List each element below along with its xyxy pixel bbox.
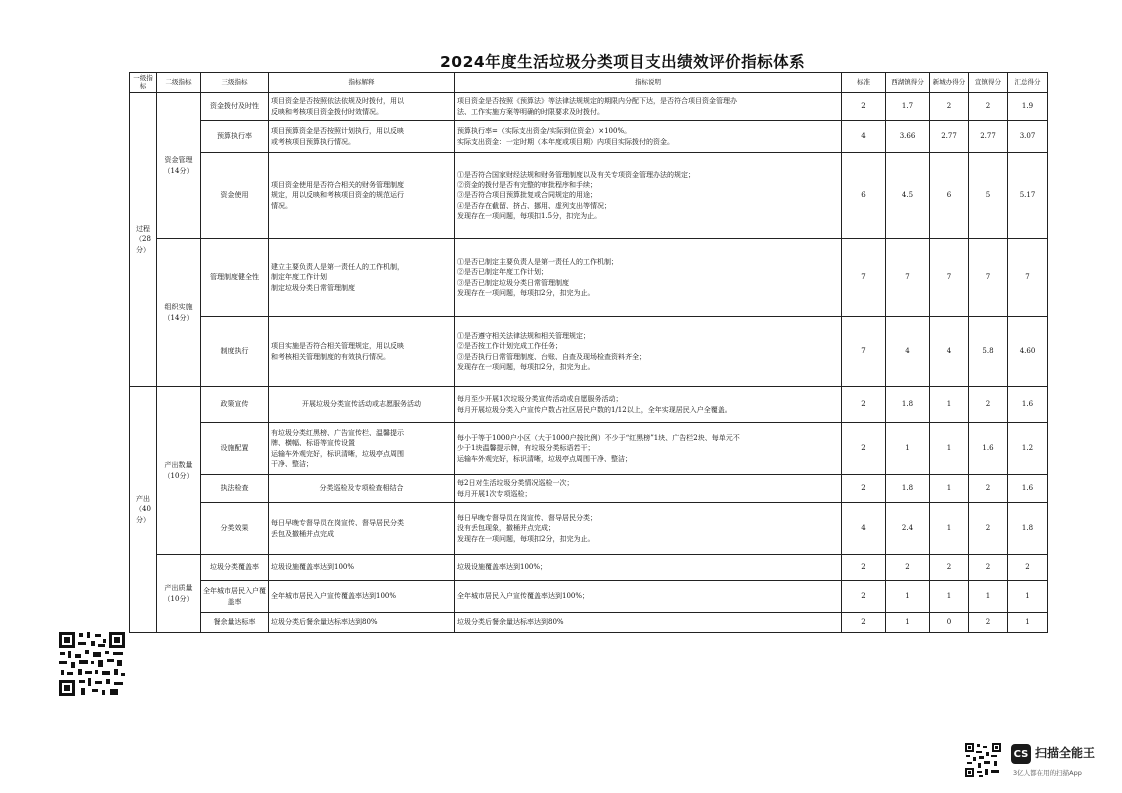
row-5-score-a: 1.8: [886, 387, 930, 423]
row-7-desc: [455, 475, 842, 503]
text-line: 每小于等于1000户小区（大于1000户按比例）不少于“红黑榜”1块、广告栏2块、每单元不: [457, 434, 740, 443]
text-line: 或考核项目预算执行情况。: [271, 137, 355, 146]
row-4-score-b: 4: [930, 317, 969, 387]
row-10-score-a: 1: [886, 581, 930, 613]
app-tagline: 3亿人都在用的扫描App: [1013, 769, 1082, 777]
row-8-desc: [455, 503, 842, 555]
text-line: 有垃圾分类红黑榜、广告宣传栏、温馨提示: [271, 429, 404, 438]
row-3-l3: 管理制度健全性: [201, 239, 269, 317]
row-3-total: 7: [1008, 239, 1048, 317]
row-4-total: 4.60: [1008, 317, 1048, 387]
row-9-explain: [269, 555, 455, 581]
row-0-standard: 2: [842, 93, 886, 121]
camscanner-logo-icon: CS: [1011, 744, 1031, 764]
text-line: 运输车外观完好，标识清晰，垃圾亭点周围干净、整洁；: [457, 454, 632, 463]
text-line: ④是否存在截留、挤占、挪用、虚列支出等情况；: [457, 201, 611, 210]
header-standard: 标准: [842, 73, 886, 93]
row-2-total: 5.17: [1008, 153, 1048, 239]
table-row: [130, 387, 1048, 423]
text-line: ③是否已制定垃圾分类日常管理制度: [457, 278, 569, 287]
row-6-explain: [269, 423, 455, 475]
text-line: 每日早晚专督导员在岗宣传、督导居民分类；: [457, 514, 597, 523]
row-7-total: 1.6: [1008, 475, 1048, 503]
text-line: 建立主要负责人是第一责任人的工作机制，: [271, 263, 404, 272]
row-11-total: 1: [1008, 613, 1048, 633]
row-10-l3: 全年城市居民入户覆盖率: [201, 581, 269, 613]
row-6-desc: [455, 423, 842, 475]
group-output-quality: 产出质量（10分）: [157, 555, 201, 633]
row-5-explain: [269, 387, 455, 423]
table-row: [130, 475, 1048, 503]
row-8-score-c: 2: [969, 503, 1008, 555]
row-1-standard: 4: [842, 121, 886, 153]
text-line: 垃圾分类后餐余量达标率达到80%: [271, 618, 378, 627]
row-2-standard: 6: [842, 153, 886, 239]
header-level1: 一级指标: [130, 73, 157, 93]
row-11-score-b: 0: [930, 613, 969, 633]
text-line: 运输车外观完好，标识清晰，垃圾亭点周围: [271, 449, 404, 458]
table-row: [130, 555, 1048, 581]
row-0-l3: 资金拨付及时性: [201, 93, 269, 121]
row-11-l3: 餐余量达标率: [201, 613, 269, 633]
row-8-score-a: 2.4: [886, 503, 930, 555]
text-line: 每月开展垃圾分类入户宣传户数占社区居民户数的1/12以上，全年实现居民入户全覆盖。: [457, 405, 732, 414]
text-line: 丢包及撤桶并点完成: [271, 529, 334, 538]
row-10-desc: [455, 581, 842, 613]
header-level2: 二级指标: [157, 73, 201, 93]
text-line: 全年城市居民入户宣传覆盖率达到100%；: [457, 592, 590, 601]
row-4-score-a: 4: [886, 317, 930, 387]
header-description: 指标说明: [455, 73, 842, 93]
text-line: 情况。: [271, 201, 292, 210]
table-row: [130, 93, 1048, 121]
text-line: 项目预算资金是否按照计划执行，用以反映: [271, 127, 404, 136]
header-score-b: 新城办得分: [930, 73, 969, 93]
text-line: 每日早晚专督导员在岗宣传、督导居民分类: [271, 519, 404, 528]
row-2-l3: 资金使用: [201, 153, 269, 239]
header-score-a: 西湖镇得分: [886, 73, 930, 93]
row-10-score-b: 1: [930, 581, 969, 613]
text-line: 项目实施是否符合相关管理规定，用以反映: [271, 342, 404, 351]
row-2-score-a: 4.5: [886, 153, 930, 239]
row-3-score-c: 7: [969, 239, 1008, 317]
row-3-explain: [269, 239, 455, 317]
row-2-desc: [455, 153, 842, 239]
row-10-explain: [269, 581, 455, 613]
row-1-score-a: 3.66: [886, 121, 930, 153]
row-11-score-c: 2: [969, 613, 1008, 633]
row-11-standard: 2: [842, 613, 886, 633]
row-5-desc: [455, 387, 842, 423]
row-4-desc: [455, 317, 842, 387]
app-name: 扫描全能王: [1035, 746, 1096, 760]
row-1-explain: [269, 121, 455, 153]
row-7-score-c: 2: [969, 475, 1008, 503]
row-6-score-a: 1: [886, 423, 930, 475]
text-line: 发现存在一项问题，每项扣2分，扣完为止。: [457, 288, 595, 297]
row-11-explain: [269, 613, 455, 633]
text-line: ②是否按工作计划完成工作任务；: [457, 342, 562, 351]
group-funds-mgmt: 资金管理（14分）: [157, 93, 201, 239]
text-line: 每月至少开展1次垃圾分类宣传活动或自愿服务活动；: [457, 395, 623, 404]
text-line: 每2日对生活垃圾分类情况巡检一次；: [457, 479, 574, 488]
row-9-total: 2: [1008, 555, 1048, 581]
text-line: 干净、整洁；: [271, 459, 313, 468]
row-0-score-c: 2: [969, 93, 1008, 121]
row-8-explain: [269, 503, 455, 555]
row-5-score-b: 1: [930, 387, 969, 423]
row-6-score-c: 1.6: [969, 423, 1008, 475]
app-qr-code-icon: [964, 742, 1002, 778]
text-line: 项目资金使用是否符合相关的财务管理制度: [271, 181, 404, 190]
row-10-standard: 2: [842, 581, 886, 613]
row-1-desc: [455, 121, 842, 153]
row-1-score-b: 2.77: [930, 121, 969, 153]
row-9-standard: 2: [842, 555, 886, 581]
row-4-explain: [269, 317, 455, 387]
text-line: 分类巡检及专项检查相结合: [319, 484, 404, 493]
row-2-score-b: 6: [930, 153, 969, 239]
row-8-total: 1.8: [1008, 503, 1048, 555]
text-line: 发现存在一项问题，每项扣2分，扣完为止。: [457, 362, 595, 371]
row-4-standard: 7: [842, 317, 886, 387]
row-7-score-b: 1: [930, 475, 969, 503]
text-line: 规定，用以反映和考核项目资金的规范运行: [271, 191, 404, 200]
row-1-l3: 预算执行率: [201, 121, 269, 153]
group-output: 产出（40分）: [130, 387, 157, 633]
text-line: ②资金的拨付是否有完整的审批程序和手续；: [457, 181, 597, 190]
header-score-c: 宣镇得分: [969, 73, 1008, 93]
row-4-l3: 制度执行: [201, 317, 269, 387]
row-5-total: 1.6: [1008, 387, 1048, 423]
row-7-score-a: 1.8: [886, 475, 930, 503]
document-title: 2024年度生活垃圾分类项目支出绩效评价指标体系: [440, 53, 806, 71]
text-line: 实际支出资金：一定时期（本年度或项目期）内项目实际拨付的资金。: [457, 137, 674, 146]
text-line: 制定垃圾分类日常管理制度: [271, 283, 355, 292]
group-output-qty: 产出数量（10分）: [157, 387, 201, 555]
row-0-total: 1.9: [1008, 93, 1048, 121]
table-row: [130, 613, 1048, 633]
row-9-score-c: 2: [969, 555, 1008, 581]
row-0-score-b: 2: [930, 93, 969, 121]
row-11-desc: [455, 613, 842, 633]
row-8-l3: 分类效果: [201, 503, 269, 555]
text-line: 项目资金是否按照依法依规及时拨付，用以: [271, 97, 404, 106]
row-6-score-b: 1: [930, 423, 969, 475]
table-row: [130, 317, 1048, 387]
text-line: 没有丢包现象，撤桶并点完成；: [457, 524, 555, 533]
table-row: [130, 503, 1048, 555]
table-row: [130, 423, 1048, 475]
row-5-standard: 2: [842, 387, 886, 423]
row-6-total: 1.2: [1008, 423, 1048, 475]
row-6-l3: 设施配置: [201, 423, 269, 475]
text-line: ②是否已制定年度工作计划；: [457, 268, 548, 277]
text-line: 全年城市居民入户宣传覆盖率达到100%: [271, 592, 397, 601]
row-7-l3: 执法检查: [201, 475, 269, 503]
row-0-desc: [455, 93, 842, 121]
row-9-l3: 垃圾分类覆盖率: [201, 555, 269, 581]
text-line: 垃圾分类后餐余量达标率达到80%: [457, 618, 564, 627]
text-line: 发现存在一项问题，每项扣1.5分，扣完为止。: [457, 211, 602, 220]
row-8-standard: 4: [842, 503, 886, 555]
row-8-score-b: 1: [930, 503, 969, 555]
table-row: [130, 153, 1048, 239]
row-7-standard: 2: [842, 475, 886, 503]
header-total: 汇总得分: [1008, 73, 1048, 93]
text-line: 反映和考核项目资金拨付时效情况。: [271, 107, 383, 116]
row-9-desc: [455, 555, 842, 581]
text-line: ①是否遵守相关法律法规和相关管理规定；: [457, 332, 590, 341]
text-line: 制定年度工作计划: [271, 273, 327, 282]
row-10-score-c: 1: [969, 581, 1008, 613]
text-line: ③是否执行日常管理制度、台账、自查及现场检查资料齐全；: [457, 352, 646, 361]
row-2-score-c: 5: [969, 153, 1008, 239]
text-line: 牌、横幅、标语等宣传设置: [271, 439, 355, 448]
text-line: ①是否已制定主要负责人是第一责任人的工作机制；: [457, 258, 618, 267]
text-line: 法、工作实施方案等明确的时限要求及时拨付。: [457, 107, 604, 116]
text-line: ③是否符合项目预算批复或合同规定的用途；: [457, 191, 597, 200]
row-11-score-a: 1: [886, 613, 930, 633]
table-row: [130, 581, 1048, 613]
row-1-score-c: 2.77: [969, 121, 1008, 153]
row-9-score-b: 2: [930, 555, 969, 581]
text-line: 开展垃圾分类宣传活动或志愿服务活动: [302, 400, 421, 409]
row-0-score-a: 1.7: [886, 93, 930, 121]
row-10-total: 1: [1008, 581, 1048, 613]
text-line: 垃圾设施覆盖率达到100%；: [457, 563, 548, 572]
table-row: [130, 121, 1048, 153]
row-4-score-c: 5.8: [969, 317, 1008, 387]
text-line: 垃圾设施覆盖率达到100%: [271, 563, 355, 572]
qr-code-icon: [57, 630, 127, 698]
row-2-explain: [269, 153, 455, 239]
row-0-explain: [269, 93, 455, 121]
row-9-score-a: 2: [886, 555, 930, 581]
header-row: [130, 73, 1048, 93]
row-7-explain: [269, 475, 455, 503]
row-3-score-b: 7: [930, 239, 969, 317]
text-line: 发现存在一项问题，每项扣2分，扣完为止。: [457, 534, 595, 543]
header-level3: 三级指标: [201, 73, 269, 93]
text-line: 项目资金是否按照《预算法》等法律法规规定的期限内分配下达，是否符合项目资金管理办: [457, 97, 737, 106]
row-3-standard: 7: [842, 239, 886, 317]
group-org-impl: 组织实施（14分）: [157, 239, 201, 387]
group-process: 过程（28分）: [130, 93, 157, 387]
row-3-desc: [455, 239, 842, 317]
evaluation-table: [129, 72, 1048, 633]
text-line: ①是否符合国家财经法规和财务管理制度以及有关专项资金管理办法的规定；: [457, 171, 695, 180]
row-1-total: 3.07: [1008, 121, 1048, 153]
table-row: [130, 239, 1048, 317]
text-line: 和考核相关管理制度的有效执行情况。: [271, 352, 390, 361]
header-explanation: 指标解释: [269, 73, 455, 93]
text-line: 少于1块温馨提示牌，有垃圾分类标语若干；: [457, 444, 595, 453]
row-3-score-a: 7: [886, 239, 930, 317]
row-6-standard: 2: [842, 423, 886, 475]
text-line: 每月开展1次专项巡检；: [457, 489, 532, 498]
text-line: 预算执行率=（实际支出资金/实际到位资金）×100%。: [457, 127, 632, 136]
row-5-score-c: 2: [969, 387, 1008, 423]
row-5-l3: 政策宣传: [201, 387, 269, 423]
